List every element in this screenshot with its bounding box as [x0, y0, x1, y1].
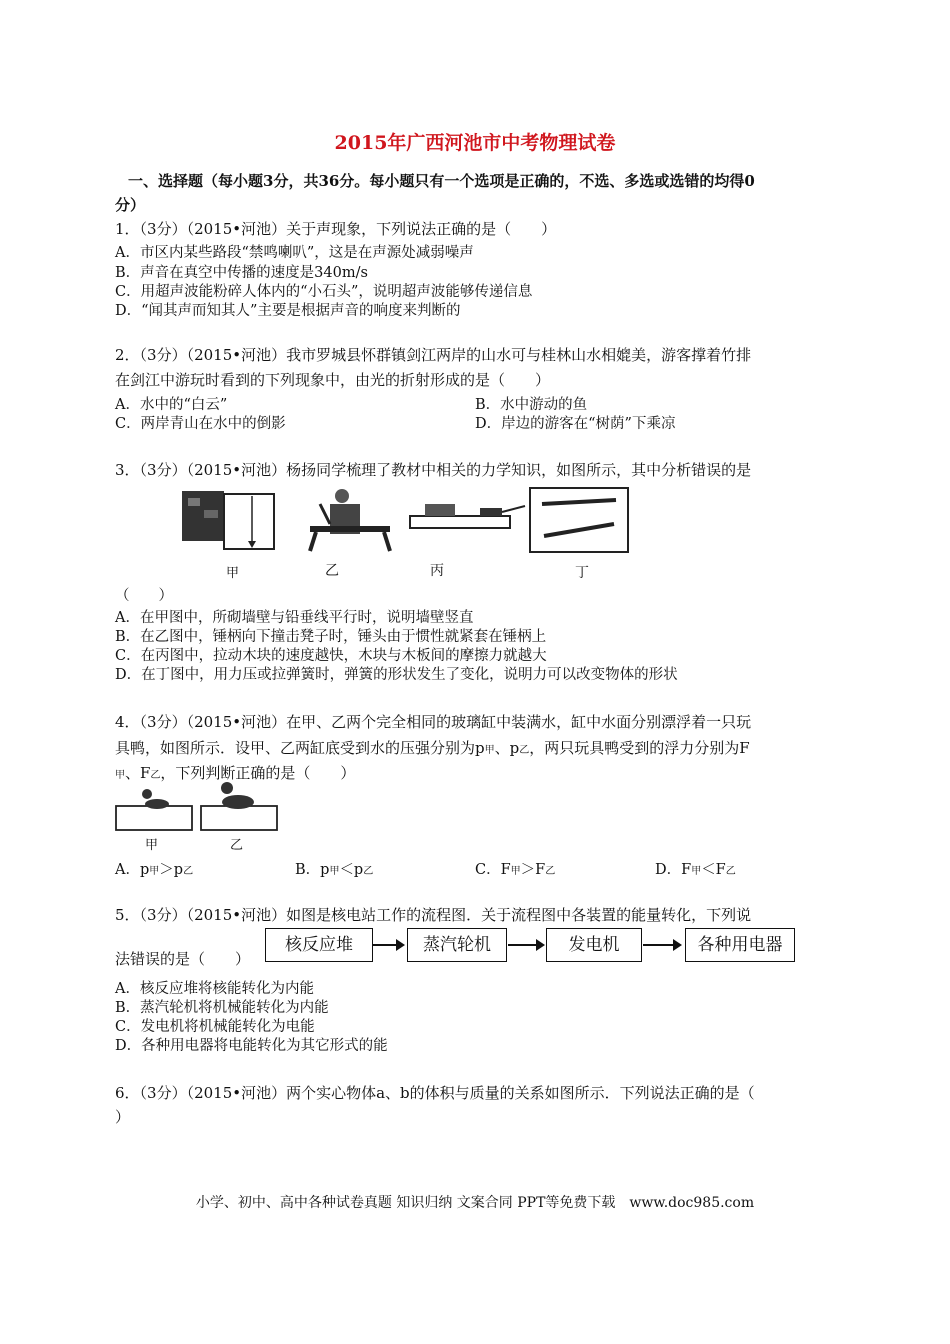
q3-label-ding: 丁 — [575, 565, 589, 581]
q5-option-d: D．各种用电器将电能转化为其它形式的能 — [115, 1038, 388, 1054]
q6-stem-line1: 6．（3分）（2015•河池）两个实心物体a、b的体积与质量的关系如图所示．下列说法正确的是（ — [115, 1084, 755, 1102]
q4d-sub1: 甲 — [691, 866, 702, 877]
flow-box-appliances: 各种用电器 — [685, 928, 795, 962]
q4-sub: 乙 — [150, 770, 161, 781]
q3-option-c: C．在丙图中，拉动木块的速度越快，木块与木板间的摩擦力就越大 — [115, 648, 547, 664]
q1-stem: 1．（3分）（2015•河池）关于声现象，下列说法正确的是（ ） — [115, 220, 557, 238]
q3-label-bing: 丙 — [430, 563, 444, 579]
q2-option-b: B．水中游动的鱼 — [475, 397, 588, 413]
flow-arrow-icon — [373, 944, 403, 946]
q5-option-a: A．核反应堆将核能转化为内能 — [115, 981, 314, 997]
q3-option-b: B．在乙图中，锤柄向下撞击凳子时，锤头由于惯性就紧套在锤柄上 — [115, 629, 547, 645]
q4-stem3-mid: 、F — [125, 764, 151, 782]
q3-label-jia: 甲 — [226, 566, 240, 581]
q3-option-a: A．在甲图中，所砌墙壁与铅垂线平行时，说明墙壁竖直 — [115, 610, 474, 626]
q4c-mid: ＞F — [520, 862, 546, 878]
q6-stem-line2: ） — [115, 1108, 131, 1126]
q3-stem: 3．（3分）（2015•河池）杨扬同学梳理了教材中相关的力学知识，如图所示，其中分析错误的是 — [115, 461, 752, 479]
flow-arrow-icon — [643, 944, 680, 946]
section-heading-line1: 一、选择题（每小题3分，共36分。每小题只有一个选项是正确的，不选、多选或选错的均得0 — [128, 172, 755, 190]
q5-stem-line1: 5．（3分）（2015•河池）如图是核电站工作的流程图．关于流程图中各装置的能量转化，下列说 — [115, 906, 752, 924]
q4d-sub2: 乙 — [725, 866, 736, 877]
q4-sub: 乙 — [519, 745, 530, 756]
q2-option-a: A．水中的“白云” — [115, 397, 228, 413]
q4-option-a — [115, 858, 193, 879]
q5-option-c: C．发电机将机械能转化为电能 — [115, 1019, 315, 1035]
page-footer: 小学、初中、高中各种试卷真题 知识归纳 文案合同 PPT等免费下载 www.doc985.com — [195, 1195, 755, 1211]
q3-illustrations — [180, 486, 630, 586]
q2-stem-line2: 在剑江中游玩时看到的下列现象中，由光的折射形成的是（ ） — [115, 371, 551, 389]
flow-box-turbine: 蒸汽轮机 — [407, 928, 507, 962]
q3-paren: （ ） — [115, 588, 173, 604]
q4b-mid: ＜p — [339, 862, 364, 878]
q4-stem2-end: ，两只玩具鸭受到的浮力分别为F — [529, 739, 750, 757]
q1-option-c: C．用超声波能粉碎人体内的“小石头”，说明超声波能够传递信息 — [115, 284, 533, 300]
q4a-mid: ＞p — [159, 862, 184, 878]
q5-option-b: B．蒸汽轮机将机械能转化为内能 — [115, 1000, 329, 1016]
q1-option-b: B．声音在真空中传播的速度是340m/s — [115, 265, 368, 281]
q2-option-d: D．岸边的游客在“树荫”下乘凉 — [475, 416, 676, 432]
q4a-sub1: 甲 — [149, 866, 160, 877]
section-heading-line2: 分） — [115, 196, 146, 214]
q2-option-c: C．两岸青山在水中的倒影 — [115, 416, 286, 432]
q3-label-yi: 乙 — [325, 563, 339, 579]
q4d-mid: ＜F — [701, 862, 726, 878]
flow-box-reactor: 核反应堆 — [265, 928, 373, 962]
q4-label-yi: 乙 — [230, 838, 244, 853]
q1-option-a: A．市区内某些路段“禁鸣喇叭”，这是在声源处减弱噪声 — [115, 245, 474, 261]
q4c-sub1: 甲 — [510, 866, 521, 877]
q3-option-d: D．在丁图中，用力压或拉弹簧时，弹簧的形状发生了变化，说明力可以改变物体的形状 — [115, 667, 678, 683]
q4-option-c — [475, 858, 555, 879]
q4-stem-line2 — [115, 737, 750, 758]
q4-sub: 甲 — [115, 770, 125, 781]
q4c-pre: C．F — [475, 862, 511, 878]
q4-stem3-end: ，下列判断正确的是（ ） — [160, 764, 356, 782]
q2-stem-line1: 2．（3分）（2015•河池）我市罗城县怀群镇剑江两岸的山水可与桂林山水相媲美，游客撑着竹排 — [115, 346, 752, 364]
q4-label-jia: 甲 — [145, 838, 159, 853]
q4-option-d — [655, 858, 736, 879]
q4-stem-line3 — [115, 762, 355, 783]
q4a-pre: A．p — [115, 862, 150, 878]
q1-option-d: D．“闻其声而知其人”主要是根据声音的响度来判断的 — [115, 303, 461, 319]
flow-arrow-icon — [508, 944, 543, 946]
page-title: 2015年广西河池市中考物理试卷 — [334, 132, 616, 154]
q4-tanks — [113, 782, 283, 854]
q4-stem2-text: 具鸭，如图所示．设甲、乙两缸底受到水的压强分别为p — [115, 739, 485, 757]
q4-stem2-mid: 、p — [494, 739, 520, 757]
q4-sub: 甲 — [484, 745, 495, 756]
q4b-sub2: 乙 — [363, 866, 374, 877]
q4d-pre: D．F — [655, 862, 692, 878]
flow-box-generator: 发电机 — [546, 928, 642, 962]
q4-figure — [113, 782, 283, 854]
q4a-sub2: 乙 — [183, 866, 194, 877]
q4-option-b — [295, 858, 373, 879]
q3-figure — [180, 486, 630, 586]
q4-stem-line1: 4．（3分）（2015•河池）在甲、乙两个完全相同的玻璃缸中装满水，缸中水面分别漂浮着一只玩 — [115, 713, 752, 731]
q5-stem-line2: 法错误的是（ ） — [115, 950, 251, 968]
q4c-sub2: 乙 — [545, 866, 556, 877]
q4b-pre: B．p — [295, 862, 330, 878]
q4b-sub1: 甲 — [329, 866, 340, 877]
